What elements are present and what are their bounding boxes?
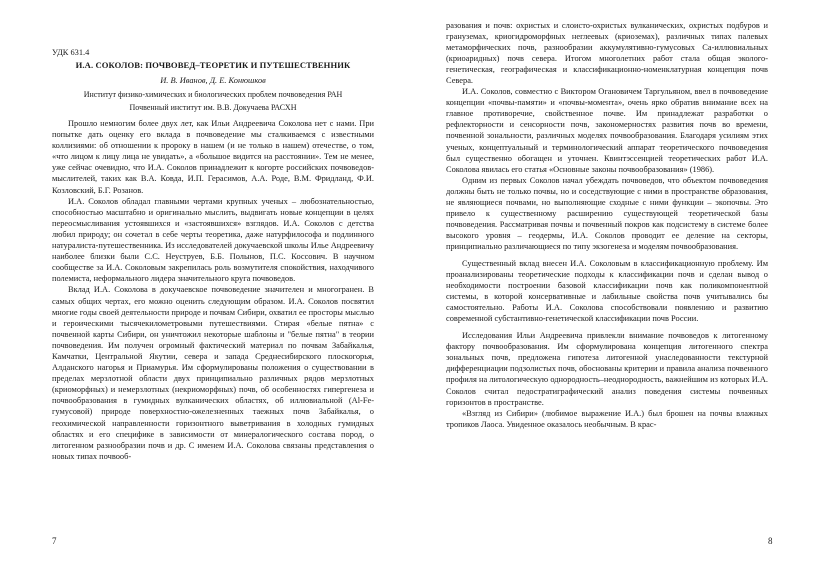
paragraph: Существенный вклад внесен И.А. Соколовым в классификационную проблему. Им проанализированы теоретические подходы к классификации почв и сделан вывод о необходимости построении базовой классификации почв как поликомпонентной системы, в которой консервативные и лабильные свойства почв учитывались бы самостоятельно. Работы И.А. Соколова способствовали появлению и развитию современной субстантивно-генетической классификации почв России.	[446, 258, 768, 324]
paragraph: И.А. Соколов обладал главными чертами крупных ученых – любознательностью, способностью масштабно и оригинально мыслить, выдвигать новые концепции в целях переосмысливания устоявшихся и «застоявшихся» взглядов. И.А. Соколов с детства любил природу; он сочетал в себе черты теоретика, даже натурфилософа и подлинного натуралиста-путешественника. Из исследователей докучаевской школы Илье Андреевичу наиболее близки были С.С. Неуструев, Б.Б. Полынов, П.С. Коссович. В научном сообществе за И.А. Соколовым закрепилась роль возмутителя спокойствия, находчивого полемиста, неформального лидера значительного круга почвоведов.	[52, 196, 374, 284]
affiliation-2: Почвенный институт им. В.В. Докучаева РАСХН	[129, 103, 297, 112]
paragraph: «Взгляд из Сибири» (любимое выражение И.А.) был брошен на почвы влажных тропиков Лаоса. Увиденное оказалось необычным. В крас-	[446, 408, 768, 429]
page-number-left: 7	[52, 536, 57, 546]
page-number-right: 8	[768, 536, 773, 546]
paragraph: Вклад И.А. Соколова в докучаевское почвоведение значителен и многогранен. В самых общих чертах, его можно оценить следующим образом. И.А. Соколов посвятил многие годы своей деятельности природе и почвам Сибири, охватил ее просторы мыслью и героическими тысячекилометровыми путешествиями. Стирая «белые пятна» с почвенной карты Сибири, он уничтожил некоторые шаблоны и "белые пятна" в теории почвоведения. Им получен огромный фактический материал по почвам Забайкалья, Камчатки, Центральной Якутии, севера и запада Среднесибирского плоскогорья, Алданского нагорья и Приамурья. Им сформулированы положения о существовании в пределах мерзлотной области двух принципиально различных рядов мерзлотных (криоморфных) и немерзлотных (некриоморфных) почв, об особенностях гипергенеза и почвообразования в гумидных вулканических областях, об иллювиальной (Al-Fe-гумусовой) природе поверхностно-ожелезненных таежных почв Забайкалья, о геохимической направленности горизонтного выветривания в холодных гумидных областях и его специфике в зависимости от минералогического состава пород, о литогенном разнообразии почв и др. С именем И.А. Соколова связаны представления о новых типах почвооб-	[52, 285, 374, 461]
paragraph: И.А. Соколов, совместно с Виктором Огановичем Таргульяном, ввел в почвоведение концепции «почвы-памяти» и «почвы-момента», очень ярко обратив внимание всех на главное противоречие, свойственное почве. Им принадлежат разработки о рефлекторности и сенсорности почв, закономерностях развития почв во времени, почвенной зональности, различных моделях почвообразования. Благодаря усилиям этих ученых, концептуальный и терминологический аппарат теоретического почвоведения был существенно обогащен и уточнен. Квинтэссенцией теоретических работ И.А. Соколова явилась его статья «Основные законы почвообразования» (1986).	[446, 87, 768, 174]
paragraph-continued: разования и почв: охристых и слоисто-охристых вулканических, охристых подбуров и грануземах, криогидроморфных неглеевых (криоземах), различных типах палевых метаморфических почв, разнообразии аккумулятивно-гумусовых Са-иллювиальных (криоаридных) почв севера. Итогом многолетних работ стала общая эколого-генетическая, географическая и классификационно-номенклатурная концепция почв Севера.	[446, 21, 768, 86]
right-page	[410, 0, 820, 580]
paragraph: Одним из первых Соколов начал убеждать почвоведов, что объектом почвоведения должны быть не только почвы, но и соседствующие с ними в пространстве образования, не являющиеся почвами, но выполняющие сходные с ними функции – экопочвы. Это привело к существенному расширению существующей теоретической базы почвоведения. Рассматривая почвы и почвенный покров как подсистему в системе более высокого уровня – геодермы, И.А. Соколов проводит ее деление на секторы, принципиально различающиеся по типу экзогенеза и моделям почвообразования.	[446, 175, 768, 251]
paragraph: Прошло немногим более двух лет, как Ильи Андреевича Соколова нет с нами. При попытке дать оценку его вклада в почвоведение мы сталкиваемся с известными коллизиями: об отношении к пророку в нашем (и не только в нашем) отечестве, о том, «что лицом к лицу лица не увидать», а «большое видится на расстоянии». Тем не менее, уже сейчас очевидно, что И.А. Соколов принадлежит к когорте российских почвоведов-мыслителей, таких как В.А. Ковда, И.П. Герасимов, А.А. Роде, В.М. Фридланд, Ф.И. Козловский, Б.Г. Розанов.	[52, 119, 374, 195]
affiliation-1: Институт физико-химических и биологических проблем почвоведения РАН	[83, 90, 343, 99]
udc-code: УДК 631.4	[52, 48, 90, 57]
left-page-body	[52, 118, 374, 462]
article-title: И.А. СОКОЛОВ: ПОЧВОВЕД–ТЕОРЕТИК И ПУТЕШЕСТВЕННИК	[75, 60, 351, 70]
paragraph: Исследования Ильи Андреевича привлекли внимание почвоведов к литогенному фактору почвообразования. Им сформулирована концепция литогенного спектра зональных почв, предложена гипотеза литогенной унаследованности текстурной дифференциации подзолистых почв, обоснованы критерии и правила анализа почвенного профиля на литологическую однородность–неоднородность, важнейшим из которых И.А. Соколов считал педостратиграфический анализ поведения системы почвенных горизонтов в пространстве.	[446, 331, 768, 407]
article-authors: И. В. Иванов, Д. Е. Конюшков	[160, 76, 266, 85]
right-page-body	[446, 20, 768, 430]
